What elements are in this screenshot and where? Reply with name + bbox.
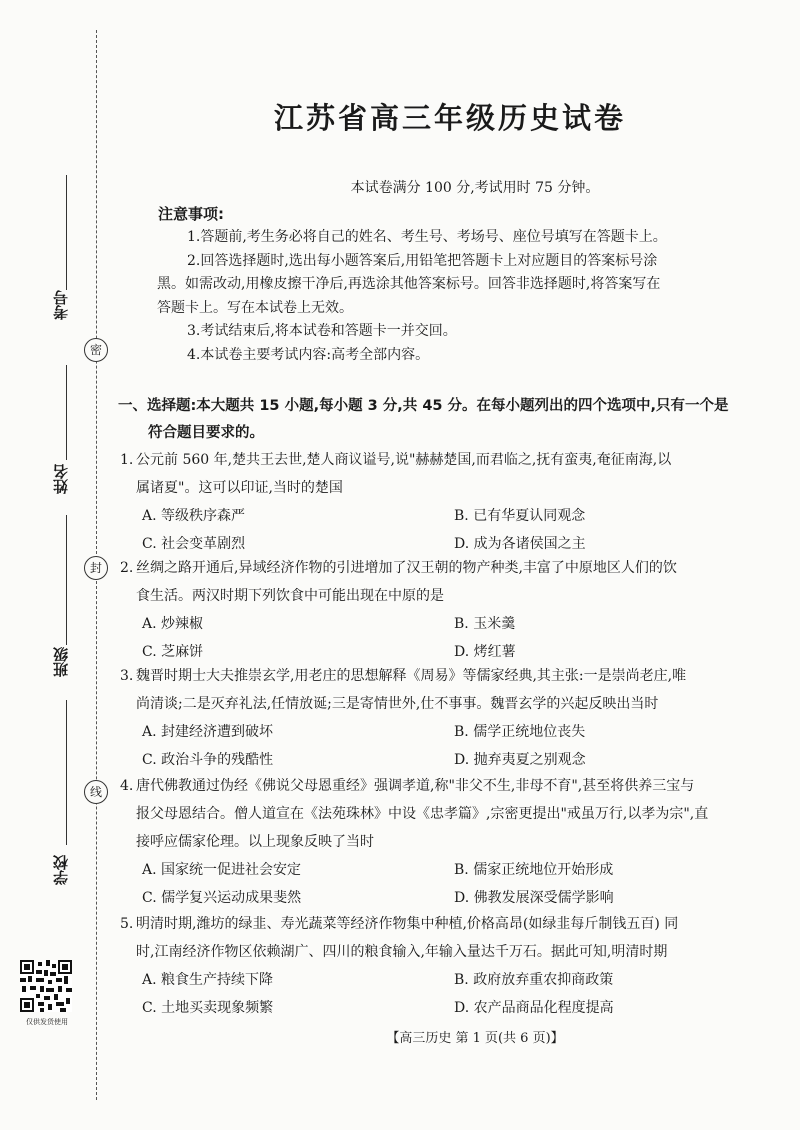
option-d: D. 烤红薯 xyxy=(454,644,516,660)
option-b: B. 儒家正统地位开始形成 xyxy=(454,862,614,878)
question-stem-line: 接呼应儒家伦理。以上现象反映了当时 xyxy=(136,834,374,850)
option-a: A. 封建经济遭到破坏 xyxy=(142,724,274,740)
question-stem-line: 丝绸之路开通后,异域经济作物的引进增加了汉王朝的物产种类,丰富了中原地区人们的饮 xyxy=(136,560,677,576)
question-number: 2. xyxy=(120,560,134,576)
options xyxy=(120,856,765,912)
options xyxy=(120,502,765,558)
option-c: C. 儒学复兴运动成果斐然 xyxy=(142,890,302,906)
option-c: C. 土地买卖现象频繁 xyxy=(142,1000,274,1016)
page-footer: 【高三历史 第 1 页(共 6 页)】 xyxy=(386,1031,564,1046)
option-b: B. 儒学正统地位丧失 xyxy=(454,724,586,740)
seal-xian: 线 xyxy=(84,780,108,804)
question-stem-line: 时,江南经济作物区依赖湖广、四川的粮食输入,年输入量达千万石。据此可知,明清时期 xyxy=(136,944,668,960)
question-stem-line: 食生活。两汉时期下列饮食中可能出现在中原的是 xyxy=(136,588,444,604)
question-3 xyxy=(120,662,765,774)
qr-code xyxy=(20,960,72,1012)
question-number: 5. xyxy=(120,916,134,932)
section-heading-line2: 符合题目要求的。 xyxy=(148,425,264,441)
options xyxy=(120,966,765,1022)
notice-item: 黑。如需改动,用橡皮擦干净后,再选涂其他答案标号。回答非选择题时,将答案写在 xyxy=(157,276,661,292)
option-b: B. 玉米羹 xyxy=(454,616,516,632)
notice-item: 4.本试卷主要考试内容:高考全部内容。 xyxy=(187,346,430,363)
option-c: C. 社会变革剧烈 xyxy=(142,536,246,552)
option-c: C. 芝麻饼 xyxy=(142,644,204,660)
question-stem-line: 公元前 560 年,楚共王去世,楚人商议谥号,说"赫赫楚国,而君临之,抚有蛮夷,奄征南海,以 xyxy=(136,452,672,468)
option-b: B. 已有华夏认同观念 xyxy=(454,508,586,524)
question-4 xyxy=(120,772,765,912)
question-stem xyxy=(120,772,765,856)
option-a: A. 国家统一促进社会安定 xyxy=(142,862,302,878)
question-number: 3. xyxy=(120,668,134,684)
qr-caption: 仅供发货使用 xyxy=(26,1018,68,1026)
options xyxy=(120,610,765,666)
question-stem-line: 唐代佛教通过伪经《佛说父母恩重经》强调孝道,称"非父不生,非母不育",甚至将供养三宝与 xyxy=(136,778,695,794)
question-stem-line: 明清时期,潍坊的绿韭、寿光蔬菜等经济作物集中种植,价格高昂(如绿韭每斤制钱五百) 同 xyxy=(136,916,679,932)
name-write-line xyxy=(66,365,67,460)
question-stem xyxy=(120,910,765,966)
exam-number-write-line xyxy=(66,175,67,290)
section-heading xyxy=(118,393,758,447)
option-d: D. 佛教发展深受儒学影响 xyxy=(454,890,614,906)
question-stem xyxy=(120,446,765,502)
notice-item: 2.回答选择题时,选出每小题答案后,用铅笔把答题卡上对应题目的答案标号涂 xyxy=(187,252,658,269)
seal-feng: 封 xyxy=(84,556,108,580)
options xyxy=(120,718,765,774)
exam-number-label: 考号 xyxy=(52,290,70,320)
name-label: 姓名 xyxy=(52,464,70,494)
school-label: 学校 xyxy=(52,855,70,885)
option-a: A. 粮食生产持续下降 xyxy=(142,972,274,988)
class-label: 班级 xyxy=(52,647,70,677)
question-5 xyxy=(120,910,765,1022)
exam-subtitle: 本试卷满分 100 分,考试用时 75 分钟。 xyxy=(350,180,600,196)
question-stem xyxy=(120,554,765,610)
option-c: C. 政治斗争的残酷性 xyxy=(142,752,274,768)
section-heading-line1: 一、选择题:本大题共 15 小题,每小题 3 分,共 45 分。在每小题列出的四个选项中,只有一个是 xyxy=(118,398,729,414)
school-write-line xyxy=(66,700,67,845)
question-number: 4. xyxy=(120,778,134,794)
option-d: D. 抛弃夷夏之别观念 xyxy=(454,752,586,768)
question-1 xyxy=(120,446,765,558)
option-a: A. 炒辣椒 xyxy=(142,616,204,632)
question-2 xyxy=(120,554,765,666)
class-write-line xyxy=(66,515,67,645)
notice-item: 答题卡上。写在本试卷上无效。 xyxy=(157,299,353,316)
question-stem-line: 尚清谈;二是灭弃礼法,任情放诞;三是寄情世外,仕不事事。魏晋玄学的兴起反映出当时 xyxy=(136,696,659,712)
seal-mi: 密 xyxy=(84,338,108,362)
exam-title: 江苏省高三年级历史试卷 xyxy=(273,101,626,135)
notice-item: 1.答题前,考生务必将自己的姓名、考生号、考场号、座位号填写在答题卡上。 xyxy=(187,229,667,245)
question-stem-line: 报父母恩结合。僧人道宣在《法苑珠林》中设《忠孝篇》,宗密更提出"戒虽万行,以孝为宗",直 xyxy=(136,806,709,822)
notice-item: 3.考试结束后,将本试卷和答题卡一并交回。 xyxy=(187,323,457,339)
question-stem-line: 属诸夏"。这可以印证,当时的楚国 xyxy=(136,480,343,496)
option-a: A. 等级秩序森严 xyxy=(142,508,246,524)
question-number: 1. xyxy=(120,452,134,468)
option-d: D. 农产品商品化程度提高 xyxy=(454,1000,614,1016)
notice-block xyxy=(157,226,737,367)
binding-margin xyxy=(0,0,120,1130)
option-b: B. 政府放弃重农抑商政策 xyxy=(454,972,614,988)
notice-heading: 注意事项: xyxy=(158,205,224,223)
option-d: D. 成为各诸侯国之主 xyxy=(454,536,586,552)
question-stem-line: 魏晋时期士大夫推崇玄学,用老庄的思想解释《周易》等儒家经典,其主张:一是崇尚老庄,唯 xyxy=(136,668,687,684)
question-stem xyxy=(120,662,765,718)
